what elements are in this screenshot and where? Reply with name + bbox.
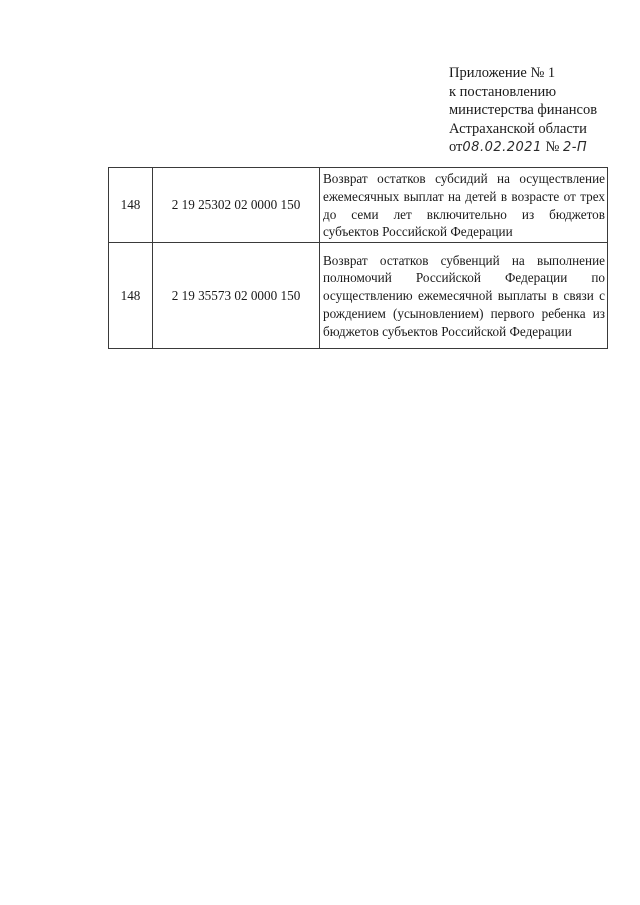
description-cell: Возврат остатков субсидий на осуществление ежемесячных выплат на детей в возрасте от трех до семи лет включительно из бюджетов субъектов Российской Федерации xyxy=(320,168,608,243)
appendix-resolution-line: к постановлению xyxy=(449,83,557,100)
handwritten-date: 08.02.2021 xyxy=(462,140,542,155)
date-prefix: от xyxy=(449,139,463,155)
table-row xyxy=(109,243,608,349)
appendix-region-line: Астраханской области xyxy=(449,120,587,137)
handwritten-number: 2-П xyxy=(562,140,588,155)
number-prefix: № xyxy=(545,139,560,155)
budget-codes-table xyxy=(108,167,608,349)
description-cell: Возврат остатков субвенций на выполнение полномочий Российской Федерации по осуществлению ежемесячной выплаты в связи с рождением (усыновлением) первого ребенка из бюджетов субъектов Российской Федерации xyxy=(320,243,608,349)
kbk-code-cell: 2 19 35573 02 0000 150 xyxy=(153,243,320,349)
appendix-date-line xyxy=(449,138,629,158)
admin-code-cell: 148 xyxy=(109,243,153,349)
table-row xyxy=(109,168,608,243)
admin-code-cell: 148 xyxy=(109,168,153,243)
appendix-header xyxy=(449,64,629,158)
appendix-title: Приложение № 1 xyxy=(449,65,556,81)
appendix-ministry-line: министерства финансов xyxy=(449,102,598,118)
kbk-code-cell: 2 19 25302 02 0000 150 xyxy=(153,168,320,243)
